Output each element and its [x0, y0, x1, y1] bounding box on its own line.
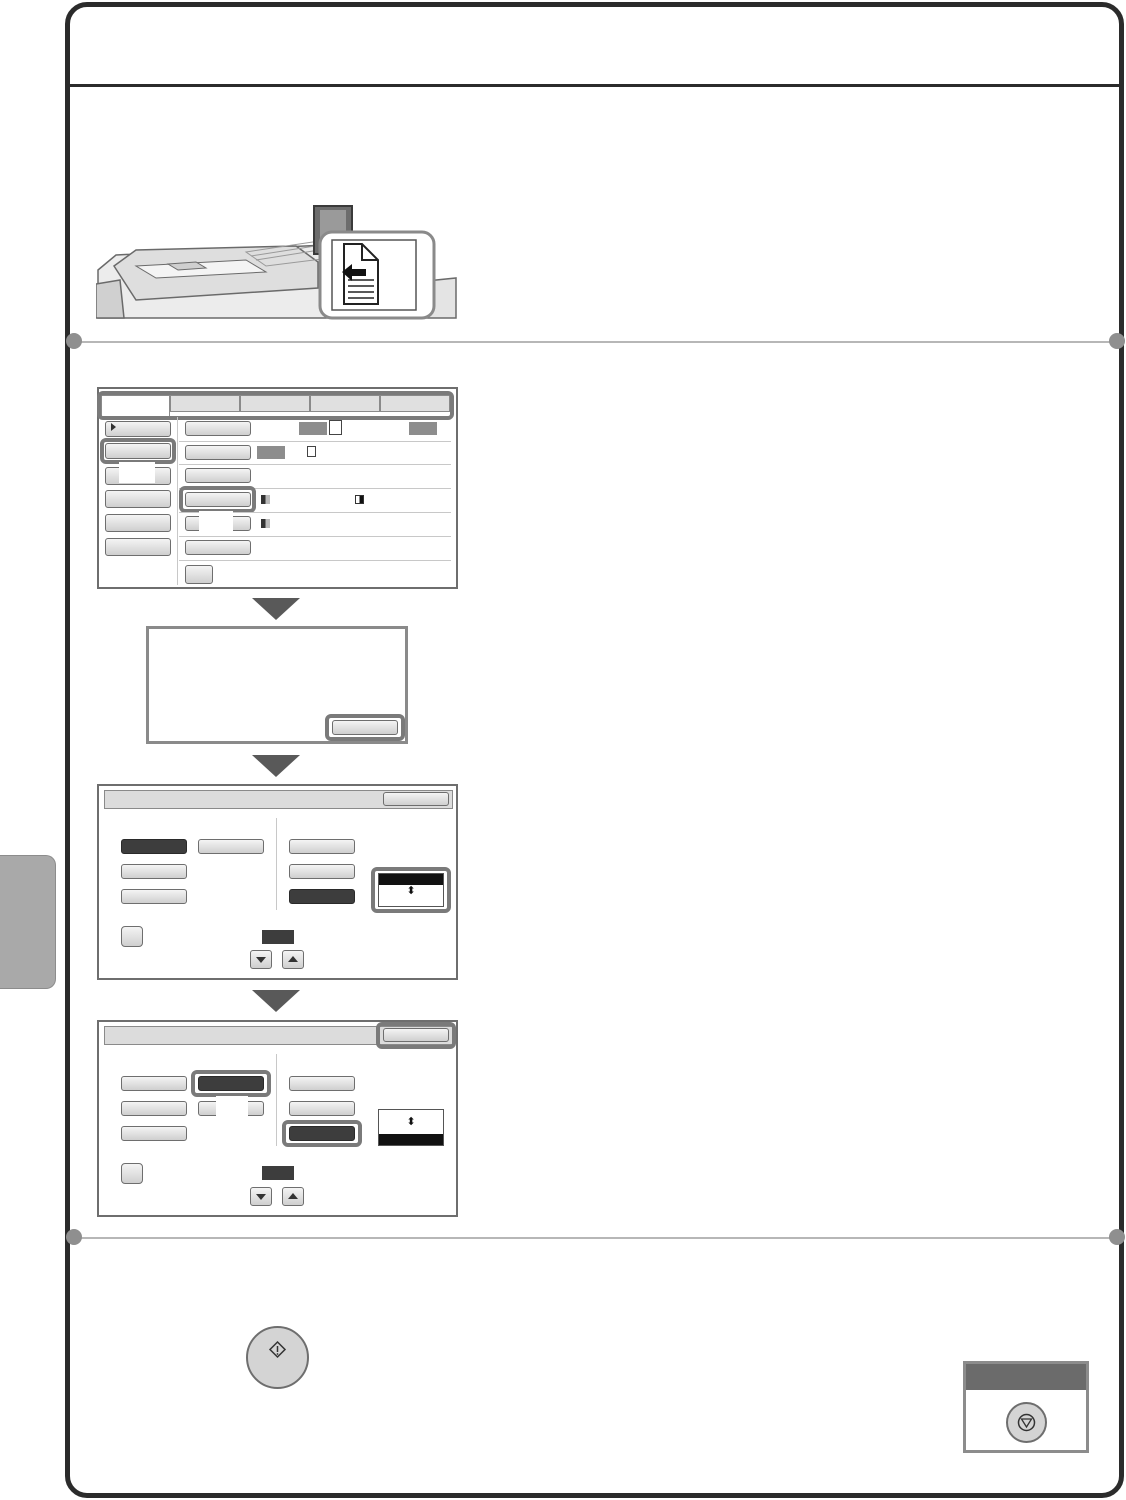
- start-key-icon: [248, 1328, 307, 1387]
- option-button[interactable]: [289, 1076, 355, 1091]
- paper-icon: [329, 420, 342, 435]
- row-line: [179, 536, 451, 537]
- copy-main-screen: [97, 387, 458, 589]
- document-feeder-illustration: [96, 200, 458, 320]
- option-button[interactable]: [121, 1126, 187, 1141]
- density-icon: [261, 495, 270, 504]
- down-arrow-icon: [252, 990, 300, 1012]
- option-button-selected[interactable]: [121, 839, 187, 854]
- stop-key-panel: [963, 1361, 1089, 1453]
- up-triangle-icon: [288, 1193, 298, 1199]
- tabs-highlight: [97, 391, 454, 420]
- decrease-button[interactable]: [250, 950, 272, 969]
- option-button[interactable]: [289, 1101, 355, 1116]
- value-block: [299, 422, 327, 435]
- setting-button-1[interactable]: [185, 421, 251, 436]
- chapter-side-tab: [0, 855, 56, 989]
- setting-button-2[interactable]: [185, 445, 251, 460]
- option-button[interactable]: [198, 839, 264, 854]
- start-key-button[interactable]: [246, 1326, 309, 1389]
- stop-panel-header: [966, 1364, 1086, 1390]
- option-button[interactable]: [121, 889, 187, 904]
- up-triangle-icon: [288, 956, 298, 962]
- left-mode-button-6[interactable]: [105, 538, 171, 556]
- value-block: [257, 446, 285, 459]
- option-button[interactable]: [121, 1101, 187, 1116]
- settings-screen-2: [97, 1020, 458, 1217]
- row-line: [179, 441, 451, 442]
- message-dialog-screen: [146, 626, 408, 744]
- value-display: [262, 1166, 294, 1180]
- dialog-ok-highlight: [325, 714, 405, 741]
- stop-key-icon: [1008, 1404, 1045, 1441]
- checkbox[interactable]: [121, 1163, 143, 1184]
- left-mode-button-4[interactable]: [105, 490, 171, 508]
- separator-dot: [1109, 1229, 1125, 1245]
- left-mode-button-5[interactable]: [105, 514, 171, 532]
- step-separator-2: [72, 1237, 1118, 1239]
- setting-button-6[interactable]: [185, 540, 251, 555]
- separator-dot: [66, 1229, 82, 1245]
- header-divider: [70, 84, 1120, 87]
- down-arrow-icon: [252, 755, 300, 777]
- label-knockout: [216, 1096, 248, 1118]
- row-line: [179, 464, 451, 465]
- separator-dot: [1109, 333, 1125, 349]
- down-arrow-icon: [252, 598, 300, 620]
- down-triangle-icon: [256, 957, 266, 963]
- document-icon: [307, 446, 316, 457]
- decrease-button[interactable]: [250, 1187, 272, 1206]
- toggle-arrows-icon: ⬍: [406, 1115, 416, 1128]
- label-knockout: [199, 511, 233, 533]
- step-separator-1: [72, 341, 1118, 343]
- density-icon: [261, 519, 270, 528]
- mode-toggle-button[interactable]: [378, 1109, 444, 1146]
- option-highlight: [191, 1070, 271, 1097]
- ok-button[interactable]: [383, 792, 449, 806]
- column-divider: [276, 818, 277, 910]
- ok-highlight: [376, 1022, 456, 1049]
- increase-button[interactable]: [282, 1187, 304, 1206]
- toggle-arrows-icon: ⬍: [406, 884, 416, 897]
- column-divider: [177, 417, 178, 585]
- option-button-selected[interactable]: [289, 889, 355, 904]
- setting-highlight: [179, 486, 256, 513]
- down-triangle-icon: [256, 1194, 266, 1200]
- option-button[interactable]: [121, 864, 187, 879]
- label-knockout: [119, 462, 155, 483]
- value-block: [409, 422, 437, 435]
- row-line: [179, 560, 451, 561]
- density-icon: [355, 495, 364, 504]
- option-button[interactable]: [121, 1076, 187, 1091]
- job-status-button[interactable]: [185, 565, 213, 584]
- stop-key-button[interactable]: [1006, 1402, 1047, 1443]
- option-highlight: [282, 1120, 362, 1147]
- play-arrow-icon: [111, 423, 116, 431]
- mode-highlight: [100, 438, 176, 464]
- settings-screen-1: [97, 784, 458, 980]
- increase-button[interactable]: [282, 950, 304, 969]
- checkbox[interactable]: [121, 926, 143, 947]
- setting-button-3[interactable]: [185, 468, 251, 483]
- column-divider: [276, 1054, 277, 1146]
- option-button[interactable]: [289, 864, 355, 879]
- option-button[interactable]: [289, 839, 355, 854]
- toggle-highlight: [371, 867, 451, 913]
- separator-dot: [66, 333, 82, 349]
- value-display: [262, 930, 294, 944]
